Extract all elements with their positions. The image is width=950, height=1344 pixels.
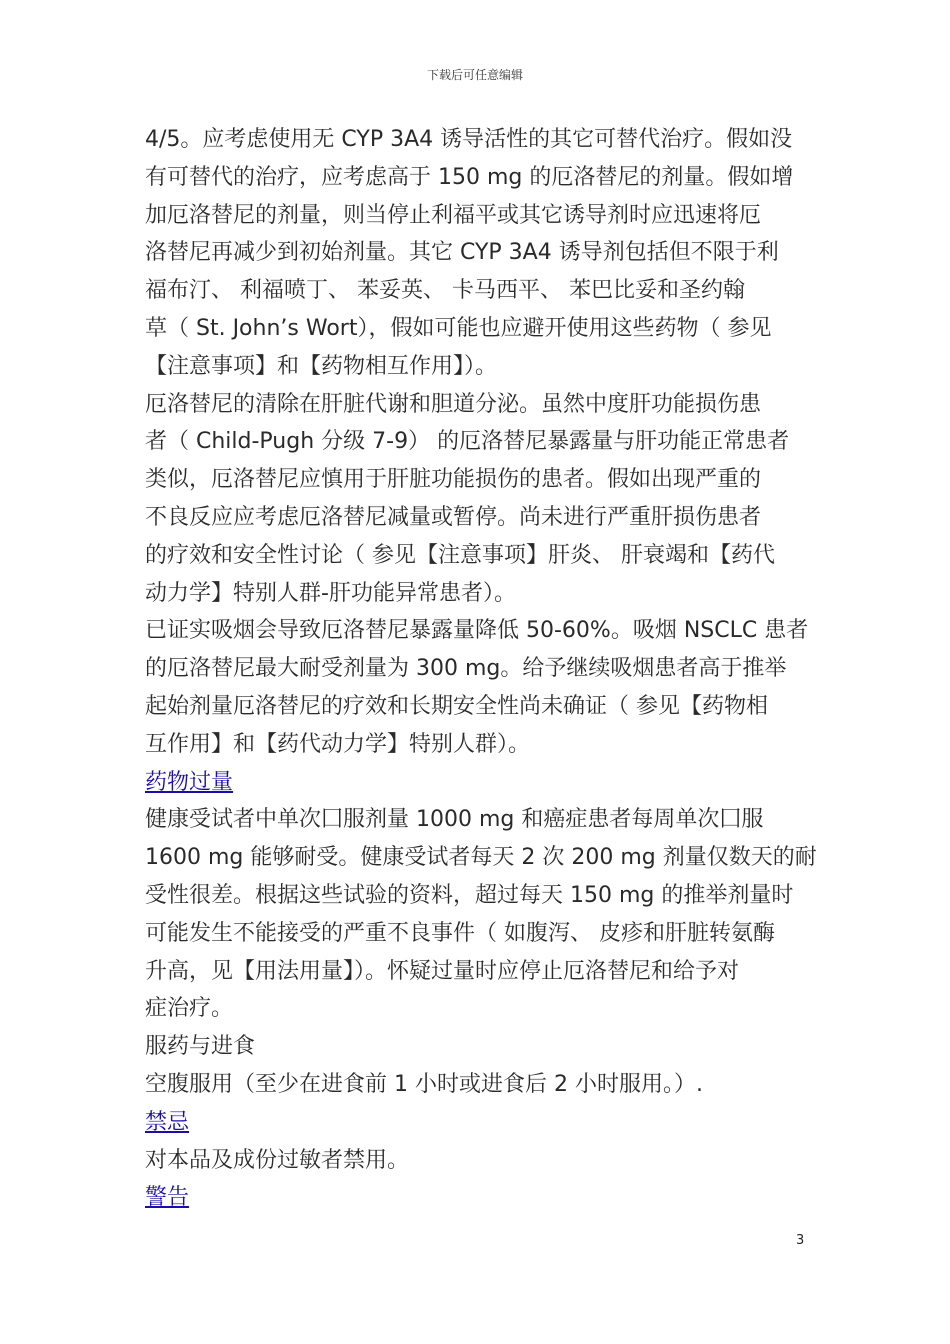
- text-line: 类似，厄洛替尼应慎用于肝脏功能损伤的患者。假如出现严重的: [145, 467, 762, 493]
- text-line: 4/5。应考虑使用无 CYP 3A4 诱导活性的其它可替代治疗。假如没: [145, 127, 793, 152]
- text-line: 动力学】特别人群-肝功能异常患者）。: [145, 580, 516, 606]
- section-food-intake: [145, 1028, 809, 1104]
- page-number: 3: [796, 1233, 805, 1248]
- text-line: 起始剂量厄洛替尼的疗效和长期安全性尚未确证（ 参见【药物相: [145, 693, 768, 719]
- text-line: 草（ St. John’s Wort），假如可能也应避开使用这些药物（ 参见: [145, 315, 772, 341]
- contraindications-heading-link[interactable]: 禁忌: [145, 1109, 190, 1135]
- text-line: 不良反应应考虑厄洛替尼减量或暂停。尚未进行严重肝损伤患者: [145, 504, 762, 530]
- text-line: 【注意事项】和【药物相互作用】）。: [145, 353, 498, 379]
- text-line: 互作用】和【药代动力学】特别人群）。: [145, 731, 531, 757]
- paragraph-cyp3a4-inducers: [145, 121, 809, 386]
- text-line: 升高，见【用法用量】）。怀疑过量时应停止厄洛替尼和给予对: [145, 958, 740, 984]
- overdose-heading-link[interactable]: 药物过量: [145, 769, 234, 795]
- section-warnings: [145, 1179, 809, 1217]
- text-line: 空腹服用（至少在进食前 1 小时或进食后 2 小时服用。）.: [145, 1071, 703, 1097]
- food-intake-heading: 服药与进食: [145, 1034, 256, 1060]
- section-contraindications: [145, 1104, 809, 1180]
- warnings-heading-link[interactable]: 警告: [145, 1185, 190, 1211]
- section-overdose: [145, 764, 817, 1029]
- paragraph-hepatic-impairment: [145, 386, 809, 613]
- text-line: 厄洛替尼的清除在肝脏代谢和胆道分泌。虽然中度肝功能损伤患: [145, 391, 762, 417]
- text-line: 的厄洛替尼最大耐受剂量为 300 mg。给予继续吸烟患者高于推举: [145, 656, 787, 682]
- page-header: 下载后可任意编辑: [426, 68, 523, 82]
- text-line: 者（ Child-Pugh 分级 7-9） 的厄洛替尼暴露量与肝功能正常患者: [145, 429, 790, 455]
- paragraph-smoking: [145, 612, 809, 763]
- text-line: 受性很差。根据这些试验的资料，超过每天 150 mg 的推举剂量时: [145, 882, 794, 908]
- text-line: 加厄洛替尼的剂量，则当停止利福平或其它诱导剂时应迅速将厄: [145, 202, 762, 228]
- text-line: 洛替尼再减少到初始剂量。其它 CYP 3A4 诱导剂包括但不限于利: [145, 240, 779, 266]
- text-line: 的疗效和安全性讨论（ 参见【注意事项】肝炎、 肝衰竭和【药代: [145, 542, 775, 568]
- text-line: 对本品及成份过敏者禁用。: [145, 1147, 410, 1173]
- text-line: 症治疗。: [145, 996, 234, 1022]
- text-line: 可能发生不能接受的严重不良事件（ 如腹泻、 皮疹和肝脏转氨酶: [145, 920, 775, 946]
- text-line: 福布汀、 利福喷丁、 苯妥英、 卡马西平、 苯巴比妥和圣约翰: [145, 278, 745, 304]
- text-line: 健康受试者中单次囗服剂量 1000 mg 和癌症患者每周单次囗服: [145, 807, 764, 833]
- document-body: [145, 121, 817, 1217]
- text-line: 有可替代的治疗，应考虑高于 150 mg 的厄洛替尼的剂量。假如增: [145, 164, 794, 190]
- text-line: 已证实吸烟会导致厄洛替尼暴露量降低 50-60%。吸烟 NSCLC 患者: [145, 618, 809, 644]
- text-line: 1600 mg 能够耐受。健康受试者每天 2 次 200 mg 剂量仅数天的耐: [145, 845, 817, 871]
